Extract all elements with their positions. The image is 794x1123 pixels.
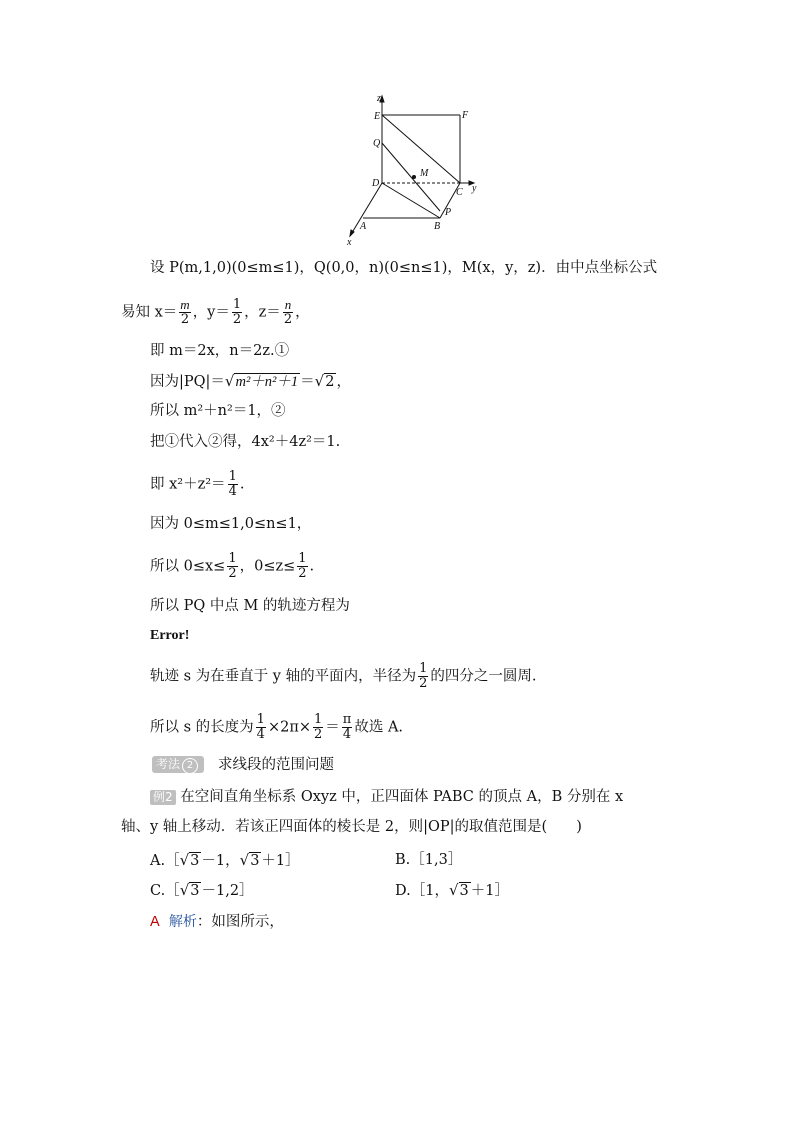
frac-1-4b — [256, 713, 266, 742]
l13-prefix: 所以 s 的长度为 — [150, 719, 254, 736]
frac-den: 4 — [342, 727, 352, 742]
line-12 — [150, 662, 536, 691]
l13-mid1: ×2π× — [267, 719, 312, 736]
line-7 — [150, 470, 244, 499]
label-M: M — [420, 168, 429, 179]
radicand: 3 — [190, 853, 200, 869]
sqrt-sign: √ — [224, 372, 235, 390]
frac-den: 2 — [228, 566, 237, 581]
label-x: x — [347, 237, 352, 248]
frac-1-2b — [297, 552, 307, 581]
label-y: y — [472, 183, 477, 194]
frac-1-2a — [227, 552, 237, 581]
frac-1-4 — [228, 470, 238, 499]
option-C-label: C.［ — [150, 883, 180, 899]
line-5: 所以 m²＋n²＝1，② — [150, 403, 286, 419]
l9-prefix: 所以 0≤x≤ — [150, 558, 226, 575]
example-line-1 — [150, 787, 623, 807]
frac-num: 1 — [232, 297, 242, 312]
answer-letter: A — [150, 914, 160, 930]
option-A-label: A.［ — [150, 853, 180, 869]
l12-end: 的四分之一圆周. — [430, 668, 537, 685]
label-Q: Q — [373, 138, 381, 149]
radicand: 3 — [459, 883, 469, 899]
frac-num: 1 — [314, 712, 323, 727]
frac-den: 4 — [256, 727, 265, 742]
answer-line — [150, 912, 284, 932]
frac-den: 2 — [283, 312, 293, 327]
sqrt-sign: √ — [448, 881, 459, 899]
option-D[interactable] — [395, 880, 509, 901]
l12-prefix: 轨迹 s 为在垂直于 y 轴的平面内，半径为 — [150, 668, 417, 685]
example-badge: 例2 — [150, 790, 176, 805]
l7-end: . — [239, 476, 245, 493]
frac-num: 1 — [228, 469, 237, 484]
l7-prefix: 即 x²＋z²＝ — [150, 476, 226, 493]
radicand-1: m²＋n²＋1 — [235, 374, 299, 390]
l9-mid: ，0≤z≤ — [239, 558, 296, 575]
frac-m-2 — [179, 298, 190, 327]
option-A-mid: －1， — [201, 853, 240, 869]
l4-prefix: 因为|PQ|＝ — [150, 374, 225, 390]
l4-mid: ＝ — [300, 374, 315, 390]
option-D-label: D.［1， — [395, 883, 449, 899]
frac-den: 2 — [232, 312, 242, 327]
l13-mid2: ＝ — [325, 719, 340, 736]
sqrt-sign: √ — [239, 851, 250, 869]
frac-den: 2 — [298, 566, 307, 581]
section-badge-label: 考法 — [156, 757, 181, 771]
line-1: 设 P(m,1,0)(0≤m≤1)，Q(0,0，n)(0≤n≤1)，M(x，y，z)．由中点坐标公式 — [150, 260, 658, 276]
frac-num: 1 — [298, 551, 307, 566]
l2-end: ， — [295, 304, 310, 321]
line-8: 因为 0≤m≤1,0≤n≤1， — [150, 516, 312, 532]
example-line-2: 轴、y 轴上移动．若该正四面体的棱长是 2，则|OP|的取值范围是( ) — [121, 819, 582, 835]
frac-1-2c — [418, 662, 428, 691]
frac-num: π — [342, 712, 352, 727]
frac-den: 2 — [419, 676, 428, 691]
analysis-text: ：如图所示， — [196, 914, 284, 930]
line-3: 即 m＝2x，n＝2z.① — [150, 343, 290, 359]
l9-end: . — [309, 558, 315, 575]
frac-1-2 — [232, 298, 242, 327]
label-A: A — [360, 221, 367, 232]
frac-num: 1 — [419, 661, 428, 676]
point-M — [412, 175, 416, 179]
analysis-label: 解析 — [168, 914, 197, 930]
option-A[interactable] — [150, 850, 300, 871]
line-10: 所以 PQ 中点 M 的轨迹方程为 — [150, 598, 350, 614]
frac-1-2d — [313, 713, 323, 742]
line-2 — [121, 298, 310, 327]
frac-num: n — [284, 297, 292, 312]
line-13 — [150, 713, 403, 742]
l4-end: ， — [336, 374, 351, 390]
sqrt-sign: √ — [179, 881, 190, 899]
frac-pi-4 — [342, 713, 353, 742]
l2-mid1: ，y＝ — [192, 304, 230, 321]
option-C[interactable] — [150, 880, 254, 901]
radicand: 3 — [190, 883, 200, 899]
frac-den: 2 — [180, 312, 190, 327]
frac-num: m — [180, 297, 190, 312]
label-B: B — [434, 221, 441, 232]
section-number: 2 — [182, 758, 198, 774]
l13-end: 故选 A. — [354, 719, 404, 736]
line-6: 把①代入②得，4x²＋4z²＝1. — [150, 434, 341, 450]
label-P: P — [445, 207, 452, 218]
frac-n-2 — [283, 298, 293, 327]
sqrt-sign: √ — [314, 372, 325, 390]
l2-prefix: 易知 x＝ — [121, 304, 178, 321]
sqrt-sign: √ — [179, 851, 190, 869]
label-F: F — [462, 110, 469, 121]
frac-den: 2 — [314, 727, 323, 742]
line-4 — [150, 371, 351, 392]
example-text-1: 在空间直角坐标系 Oxyz 中，正四面体 PABC 的顶点 A，B 分别在 x — [180, 789, 624, 805]
line-9 — [150, 552, 314, 581]
radicand-2: 2 — [325, 374, 335, 390]
option-D-end: ＋1］ — [470, 883, 509, 899]
section-badge — [152, 756, 204, 773]
label-D: D — [372, 178, 380, 189]
frac-den: 4 — [228, 484, 237, 499]
label-E: E — [374, 111, 381, 122]
error-text: Error! — [150, 628, 190, 643]
label-z: z — [377, 93, 381, 104]
option-C-end: －1,2］ — [201, 883, 254, 899]
label-C: C — [456, 187, 463, 198]
section-title: 求线段的范围问题 — [218, 757, 334, 773]
l2-mid2: ，z＝ — [244, 304, 281, 321]
option-A-end: ＋1］ — [261, 853, 300, 869]
frac-num: 1 — [256, 712, 265, 727]
option-B[interactable]: B.［1,3］ — [395, 852, 463, 868]
frac-num: 1 — [228, 551, 237, 566]
geometry-figure — [0, 0, 794, 260]
radicand: 3 — [250, 853, 260, 869]
